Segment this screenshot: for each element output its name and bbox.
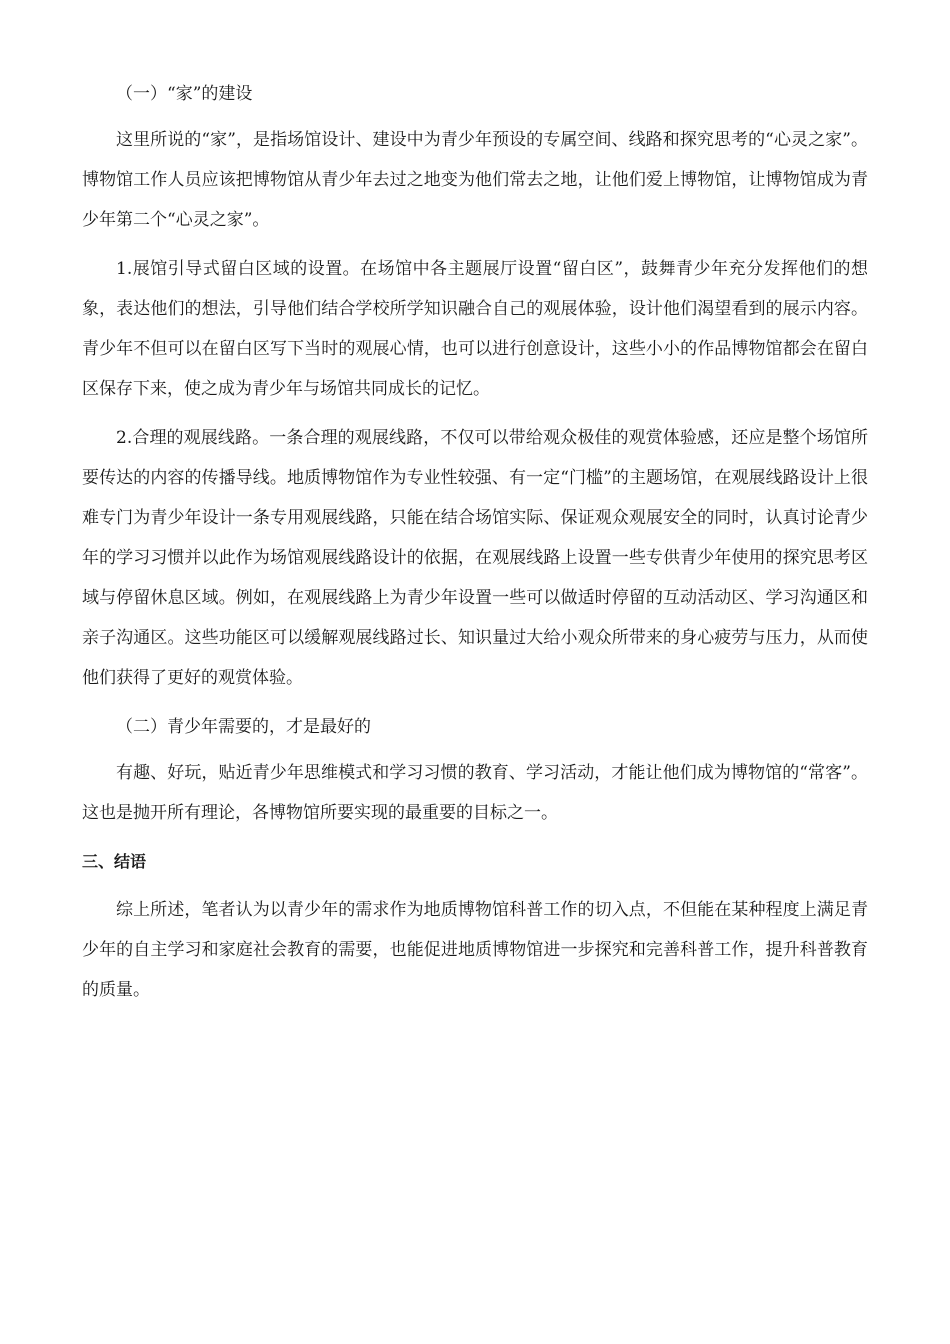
section-heading-conclusion: 三、结语 [82,852,147,871]
subheading-home-construction: （一）“家”的建设 [116,84,253,104]
document-page [82,74,868,1019]
paragraph-home-intro: 这里所说的“家”，是指场馆设计、建设中为青少年预设的专属空间、线路和探究思考的“心灵之家”。博物馆工作人员应该把博物馆从青少年去过之地变为他们常去之地，让他们爱上博物馆，让博物馆成为青少年第二个“心灵之家”。 [82,130,868,230]
subheading-youth-needs: （二）青少年需要的，才是最好的 [116,717,371,737]
paragraph-conclusion: 综上所述，笔者认为以青少年的需求作为地质博物馆科普工作的切入点，不但能在某种程度上满足青少年的自主学习和家庭社会教育的需要，也能促进地质博物馆进一步探究和完善科普工作，提升科普教育的质量。 [82,900,868,1000]
paragraph-exhibition-route: 2.合理的观展线路。一条合理的观展线路，不仅可以带给观众极佳的观赏体验感，还应是整个场馆所要传达的内容的传播导线。地质博物馆作为专业性较强、有一定“门槛”的主题场馆，在观展线路设计上很难专门为青少年设计一条专用观展线路，只能在结合场馆实际、保证观众观展安全的同时，认真讨论青少年的学习习惯并以此作为场馆观展线路设计的依据，在观展线路上设置一些专供青少年使用的探究思考区域与停留休息区域。例如，在观展线路上为青少年设置一些可以做适时停留的互动活动区、学习沟通区和亲子沟通区。这些功能区可以缓解观展线路过长、知识量过大给小观众所带来的身心疲劳与压力，从而使他们获得了更好的观赏体验。 [82,428,868,688]
paragraph-blank-area: 1.展馆引导式留白区域的设置。在场馆中各主题展厅设置“留白区”，鼓舞青少年充分发挥他们的想象，表达他们的想法，引导他们结合学校所学知识融合自己的观展体验，设计他们渴望看到的展示内容。青少年不但可以在留白区写下当时的观展心情，也可以进行创意设计，这些小小的作品博物馆都会在留白区保存下来，使之成为青少年与场馆共同成长的记忆。 [82,259,868,399]
paragraph-youth-needs: 有趣、好玩，贴近青少年思维模式和学习习惯的教育、学习活动，才能让他们成为博物馆的“常客”。这也是抛开所有理论，各博物馆所要实现的最重要的目标之一。 [82,763,868,823]
